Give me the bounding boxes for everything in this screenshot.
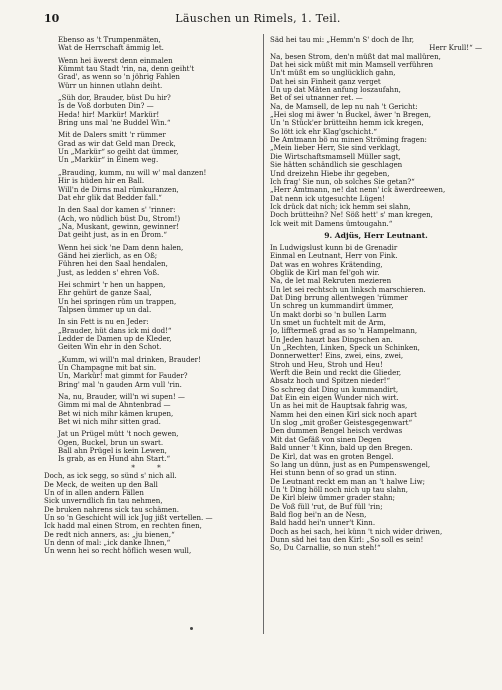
text-line: Bet wi nich mihr kämen krupen, bbox=[58, 408, 174, 418]
text-line: „Süh dor, Brauder, büst Du hir? bbox=[58, 93, 171, 103]
text-line: Un so 'n Geschicht will ick Jug jißt vertellen. — bbox=[44, 512, 213, 522]
text-line: Na, besen Strom, den'n müßt dat mal mallüren, bbox=[270, 51, 441, 61]
text-line: Dat hei sick müßt mit min Mamsell verführen bbox=[270, 60, 434, 70]
text-line: Obglik de Kirl man fel'goh wir. bbox=[270, 267, 380, 277]
text-line: „Na, Muskant, gewinn, gewinner! bbox=[58, 221, 180, 231]
text-line: „Mein lieber Herr, Sie sind verklagt, bbox=[270, 143, 401, 153]
text-line: Gimm mi mal de Ahntenbrad — bbox=[58, 400, 171, 410]
text-line: So lang un dünn, just as en Pumpenswengel, bbox=[270, 459, 431, 469]
text-line: So, Du Carnallie, so nun steh!“ bbox=[270, 543, 381, 553]
text-line: Bring' mal 'n gauden Arm vull 'rin. bbox=[58, 379, 182, 389]
text-line: Doch brütteihn? Ne! Söß hett' s' man kregen, bbox=[270, 210, 433, 220]
text-line: Un't müßt em so unglücklich gahn, bbox=[270, 68, 396, 78]
text-line: Ick drück dat nich; ick hemm sei slahn, bbox=[270, 201, 411, 211]
footer-dot bbox=[190, 627, 193, 630]
text-line: Hei stunn benn of so grad un stinn. bbox=[270, 468, 397, 478]
text-line: Ick weit mit Damens ümtougahn.“ bbox=[270, 218, 393, 228]
text-line: Ich frag' Sie nun, ob solches Sie getan?“ bbox=[270, 176, 415, 186]
text-line: Un 't Ding höll noch nich up tau slahn, bbox=[270, 484, 408, 494]
text-line: Un denn of mal: „ick danke Ihnen,“ bbox=[44, 537, 171, 547]
text-line: Wenn hei äwerst denn einmalen bbox=[58, 55, 173, 65]
text-line: Doch, as ick segg, so sünd s' nich all. bbox=[44, 471, 177, 481]
text-line: Stroh und Heu, Stroh und Heu! bbox=[270, 359, 383, 369]
poem-heading: 9. Adjüs, Herr Leutnant. bbox=[324, 230, 428, 240]
text-line: Jat un Prügel mütt 't noch gewen, bbox=[58, 429, 179, 439]
text-line: Werft die Bein und reckt die Glieder, bbox=[270, 368, 402, 378]
column-divider bbox=[263, 34, 264, 634]
text-line: Bald flog bei'n an de Nesn, bbox=[270, 509, 367, 519]
text-line: Grad as wir dat Geld man Dreck, bbox=[58, 138, 176, 148]
text-line: Dat hei sin Finheit ganz verget bbox=[270, 76, 381, 86]
text-line: Dat Ding brrung allentwegen 'rümmer bbox=[270, 292, 408, 302]
text-line: (Ach, wo nüdlich büst Du, Strom!) bbox=[58, 213, 181, 223]
text-line: Un „Markür“ so geiht dat ümmer, bbox=[58, 147, 179, 157]
text-line: Würr un hinnen utlahn deiht. bbox=[58, 80, 163, 90]
text-line: Na, de Mamsell, de lep nu nah 't Gericht: bbox=[270, 101, 418, 111]
text-line: Un makt dorbi so 'n bullen Larm bbox=[270, 309, 387, 319]
text-line: Dat ehr glik dat Bedder fall.“ bbox=[58, 192, 162, 202]
text-line: Dat was en wohres Krätending, bbox=[270, 259, 383, 269]
text-line: Ball ahn Prügel is kein Lewen, bbox=[58, 446, 167, 456]
page-header bbox=[44, 12, 472, 28]
text-line: Ebenso as 't Trumpenmäten, bbox=[58, 36, 161, 44]
text-line: „Kumm, wi will'n mal drinken, Brauder! bbox=[58, 354, 201, 364]
text-line: Bet wi nich mihr sitten grad. bbox=[58, 417, 161, 427]
text-line: Hei schmirt 'r hen un happen, bbox=[58, 279, 166, 289]
text-line: Un, Markür! mat gimmt for Fauder? bbox=[58, 371, 188, 381]
text-line: In Ludwigslust kunn bi de Grenadir bbox=[270, 242, 398, 252]
text-line: De Voß füll 'rut, de Buf füll 'rin; bbox=[270, 501, 383, 511]
text-line: Bet of sei utnanner ret. — bbox=[270, 93, 363, 103]
running-title: Läuschen un Rimels, 1. Teil. bbox=[175, 12, 341, 25]
text-line: Mit de Dalers smitt 'r rümmer bbox=[58, 130, 166, 140]
text-line: Un hei springen rüm un trappen, bbox=[58, 296, 177, 306]
text-line: Doch as hei sach, hei künn 't nich wider driwen, bbox=[270, 526, 443, 536]
text-line: Sie hätten schändlich sie geschlagen bbox=[270, 160, 403, 170]
text-line: Ogen, Buckel, brun un swart. bbox=[58, 437, 164, 447]
text-line: Ehr gehürt de ganze Saal, bbox=[58, 288, 152, 298]
text-line: Bald hadd hei'n unner't Kinn. bbox=[270, 518, 376, 528]
text-line: Bring uns mal 'ne Buddel Win.“ bbox=[58, 118, 171, 128]
text-line: Un smet un fuchtelt mit de Arm, bbox=[270, 318, 386, 327]
text-line: Just, as ledden s' ehren Voß. bbox=[58, 267, 160, 277]
text-line: Talpsen ümmer up un dal. bbox=[58, 304, 152, 314]
text-line: Den dummen Bengel heisch verdwas bbox=[270, 426, 403, 436]
text-line: Dat nenn ick utgesuchte Lügen! bbox=[270, 193, 385, 203]
text-line: Un schreg un kummandirt ümmer, bbox=[270, 301, 394, 311]
text-line: Bald unner 't Kinn, bald up den Bregen. bbox=[270, 443, 413, 453]
text-line: De Amtmann bö nu minen Ströming fragen: bbox=[270, 135, 427, 145]
text-line: De Leutnant reckt em man an 't halwe Liw; bbox=[270, 476, 425, 486]
text-line: Die Wirtschaftsmamsell Müller sagt, bbox=[270, 151, 401, 161]
text-line: Geiten Win ehr in den Schot. bbox=[58, 342, 162, 352]
text-line: In den Saal dor kamen s' 'rinner: bbox=[58, 205, 176, 215]
text-line: De bruken nahrens sick tau schämen. bbox=[44, 504, 179, 514]
text-line: Un of in allen andern Fällen bbox=[44, 487, 144, 497]
text-line: „Brauder, hüt dans ick mi dod!“ bbox=[58, 325, 172, 335]
text-line: Dat Ein ein eigen Wunder nich wirt. bbox=[270, 393, 399, 403]
text-line: Und dreizehn Hiebe ihr gegeben, bbox=[270, 168, 390, 178]
text-line: Einmal en Leutnant, Herr von Fink. bbox=[270, 251, 398, 261]
text-line: Ledder de Damen up de Kleder, bbox=[58, 334, 172, 343]
text-line: „Herr Amtmann, ne! dat nenn' ick äwerdreewen, bbox=[270, 185, 446, 195]
text-line: Hir is hüden hir en Ball. bbox=[58, 176, 145, 186]
text-line: Namm hei den einen Kirl sick noch apart bbox=[270, 409, 417, 419]
text-line: Is de Voß dorbuten Din? — bbox=[58, 101, 154, 111]
text-line: Un let sei rechtsch un linksch marschieren. bbox=[270, 284, 426, 294]
text-line: Wenn hei sick 'ne Dam denn halen, bbox=[58, 242, 184, 252]
text-line: De Kirl, dat was en groten Bengel. bbox=[270, 451, 394, 461]
text-line: Gänd hei zierlich, as en Oß; bbox=[58, 250, 158, 260]
text-line: Kümmt tau Stadt 'rin, na, denn geiht't bbox=[58, 64, 195, 74]
text-line: De Meck, de weiten up den Ball bbox=[44, 479, 158, 489]
text-line: Un 'n Stück'er brütteihn hemm ick kregen, bbox=[270, 118, 424, 128]
text-line: So lött ick ehr Klag'gschicht.“ bbox=[270, 126, 377, 136]
text-line: Un as hei mit de Hauptsak fahrig was, bbox=[270, 401, 408, 411]
text-line: Mit dat Gefäß von sinen Degen bbox=[270, 434, 382, 444]
text-line: De redt nich anners, as: „ju bienen,“ bbox=[44, 529, 175, 539]
text-line: Un „Markür“ in Einem weg. bbox=[58, 155, 159, 165]
text-line: In sin Fett is nu en Jeder: bbox=[58, 317, 149, 327]
text-line: Jo, lifftermeß grad as so 'n Hampelmann, bbox=[270, 326, 418, 336]
text-line: Säd hei tau mi: „Hemm'n S' doch de Ihr, bbox=[270, 36, 414, 44]
text-line: Un Jeden hauzt bas Dingschen an. bbox=[270, 334, 393, 344]
text-line: Un slog „mit großer Geistesgegenwart“ bbox=[270, 418, 413, 428]
text-line: Un Champagne mit bat sin. bbox=[58, 363, 157, 373]
text-line: Na, nu, Brauder, will'n wi supen! — bbox=[58, 392, 185, 402]
text-line: Dunn säd hei tau den Kirl: „So soll es sein! bbox=[270, 534, 424, 544]
text-line: Herr Krull!“ — bbox=[429, 43, 482, 53]
text-line: De Kirl bleiw ümmer grader stahn; bbox=[270, 493, 396, 503]
text-line: Un „Rechten, Linken, Speck un Schinken, bbox=[270, 343, 420, 353]
text-line: Grad', as wenn so 'n jöhrig Fahlen bbox=[58, 72, 180, 82]
text-line: Heda! hir! Markür! Markür! bbox=[58, 109, 160, 119]
text-line: So schreg dat Ding un kummandirt, bbox=[270, 384, 399, 394]
text-line: Will'n de Dirns mal rümkuranzen, bbox=[58, 184, 179, 194]
text-line: Is grab, as en Hund ahn Start.“ bbox=[58, 454, 171, 464]
text-line: Na, de let mal Rekruten mezieren bbox=[270, 276, 392, 286]
text-line: „Brauding, kumm, nu will w' mal danzen! bbox=[58, 167, 207, 177]
page-number: 10 bbox=[44, 12, 60, 25]
section-separator: * * bbox=[131, 462, 171, 472]
text-line: Sick unverndlich fin tau nehmen, bbox=[44, 496, 163, 506]
text-line: Donnerwetter! Eins, zwei, eins, zwei, bbox=[270, 351, 404, 361]
left-column bbox=[44, 36, 258, 556]
text-line: Wat de Herrschaft ämmig let. bbox=[58, 43, 164, 53]
text-line: Un wenn hei so recht höflich wesen wull, bbox=[44, 546, 192, 556]
text-line: Führen hei den Saal hendalen, bbox=[58, 259, 168, 269]
text-line: Ick hadd mal einen Strom, en rechten finen, bbox=[44, 521, 202, 531]
text-line: „Hei slog mi äwer 'n Buckel, äwer 'n Bregen, bbox=[270, 110, 431, 120]
right-column bbox=[270, 36, 482, 553]
text-line: Absatz hoch und Spitzen nieder!“ bbox=[270, 376, 391, 386]
text-line: Un up dat Mäten anfung loszaufahn, bbox=[270, 85, 401, 95]
text-line: Dat geiht just, as in en Drom.“ bbox=[58, 230, 167, 240]
